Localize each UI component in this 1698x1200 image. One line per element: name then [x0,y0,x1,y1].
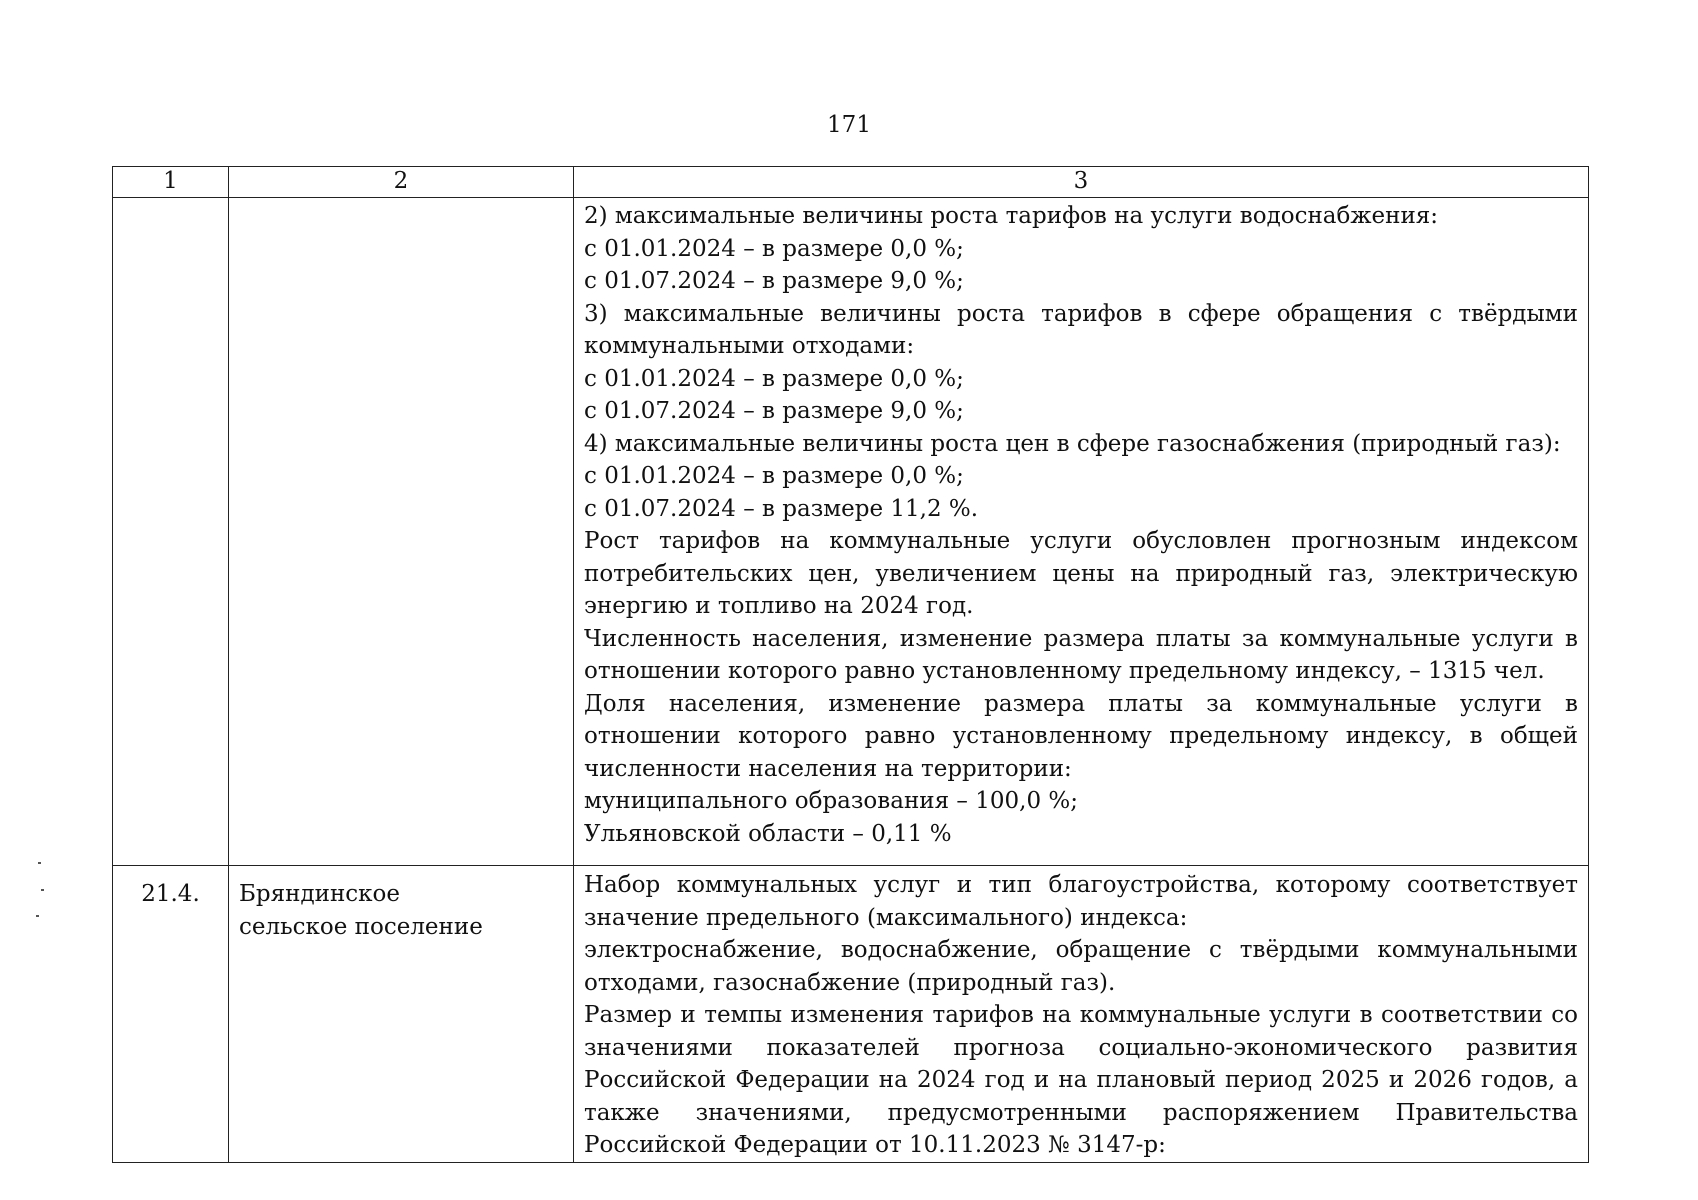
paragraph-gas-jul: с 01.07.2024 – в размере 11,2 %. [584,495,979,522]
paragraph-water-supply-jan: с 01.01.2024 – в размере 0,0 %; [584,235,964,262]
column-header-2: 2 [229,167,574,198]
paragraph-population-share: Доля населения, изменение размера платы за коммунальные услуги в отношении которого равно установленному предельному индексу, в общей численности населения на территории: [584,690,1578,782]
description-cell [574,866,1589,1163]
paragraph-tariff-growth-reason: Рост тарифов на коммунальные услуги обусловлен прогнозным индексом потребительских цен, увеличением цены на природный газ, электрическую энергию и топливо на 2024 год. [584,528,1578,619]
row-number-cell [113,198,229,866]
tariff-table [112,166,1589,1163]
column-header-1: 1 [113,167,229,198]
table-row-21-4 [113,866,1589,1163]
paragraph-waste-jul: с 01.07.2024 – в размере 9,0 %; [584,398,964,424]
paragraph-gas-heading: 4) максимальные величины роста цен в сфере газоснабжения (природный газ): [584,430,1561,457]
paragraph-water-supply-heading: 2) максимальные величины роста тарифов на услуги водоснабжения: [584,203,1439,229]
paragraph-share-region: Ульяновской области – 0,11 % [584,820,952,847]
table-row-continuation [113,198,1589,866]
paragraph-tariff-size: Размер и темпы изменения тарифов на коммунальные услуги в соответствии со значениями показателей прогноза социально-экономического развития Российской Федерации на 2024 год и на плановый период 2025 и 2026 годов, а также значениями, предусмотренными распоряжением Правительства Российской Федерации от 10.11.2023 № 3147-р: [584,1002,1578,1158]
paragraph-gas-jan: с 01.01.2024 – в размере 0,0 %; [584,463,964,489]
column-header-3: 3 [574,167,1589,198]
scan-speck [38,862,41,864]
municipality-name-line2: сельское поселение [239,913,483,940]
municipality-name-cell [229,866,574,1163]
scan-speck [41,889,44,891]
paragraph-share-municipality: муниципального образования – 100,0 %; [584,788,1078,814]
page-number: 171 [827,112,871,138]
municipality-name-line1: Бряндинское [239,881,400,907]
row-number-cell: 21.4. [113,866,229,1163]
paragraph-waste-jan: с 01.01.2024 – в размере 0,0 %; [584,365,964,392]
paragraph-population-count: Численность населения, изменение размера платы за коммунальные услуги в отношении которого равно установленному предельному индексу, – 1315 чел. [584,625,1578,684]
paragraph-waste-heading: 3) максимальные величины роста тарифов в сфере обращения с твёрдыми коммунальными отходами: [584,300,1578,359]
description-cell [574,198,1589,866]
paragraph-water-supply-jul: с 01.07.2024 – в размере 9,0 %; [584,268,964,294]
paragraph-services-list: электроснабжение, водоснабжение, обращение с твёрдыми коммунальными отходами, газоснабжение (природный газ). [584,937,1578,996]
paragraph-services-set: Набор коммунальных услуг и тип благоустройства, которому соответствует значение предельного (максимального) индекса: [584,872,1578,931]
municipality-name-cell [229,198,574,866]
scan-speck [36,915,39,917]
table-header-row [113,167,1589,198]
